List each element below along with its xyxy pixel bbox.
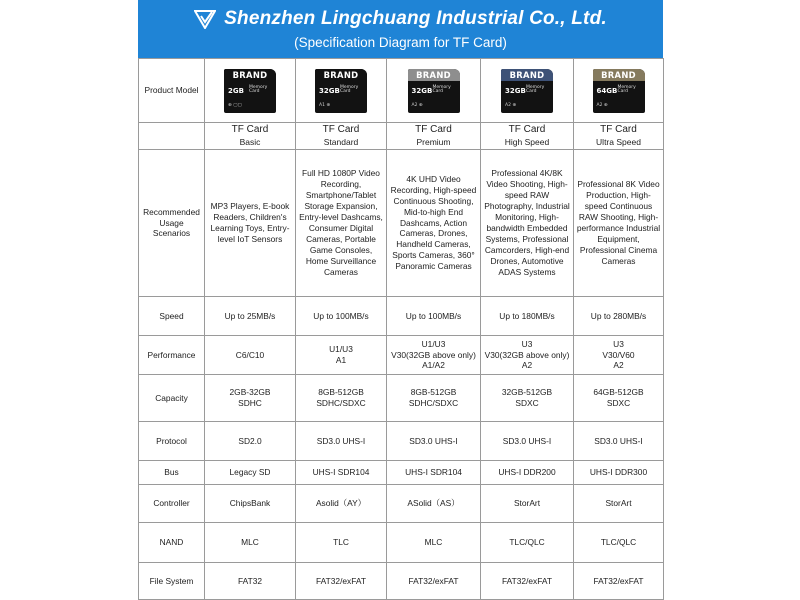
product-type: TF Card bbox=[600, 124, 637, 136]
cell-controller: Asolid（AY） bbox=[296, 485, 387, 523]
card-marks: A2 ⊕ bbox=[411, 102, 423, 108]
cell-protocol: SD3.0 UHS-I bbox=[574, 422, 664, 461]
label-empty bbox=[139, 123, 205, 150]
cell-controller: StorArt bbox=[574, 485, 664, 523]
product-name bbox=[387, 123, 481, 150]
cell-speed: Up to 100MB/s bbox=[296, 297, 387, 336]
product-type: TF Card bbox=[322, 124, 360, 136]
card-image-cell bbox=[296, 59, 387, 123]
label-capacity: Capacity bbox=[139, 375, 205, 422]
card-image-cell bbox=[574, 59, 664, 123]
label-bus: Bus bbox=[139, 461, 205, 485]
card-capacity: 64GB bbox=[596, 86, 618, 95]
cell-bus: UHS-I SDR104 bbox=[296, 461, 387, 485]
cell-controller: ASolid（AS） bbox=[387, 485, 481, 523]
product-tier: Ultra Speed bbox=[596, 136, 641, 147]
label-performance: Performance bbox=[139, 336, 205, 375]
card-memory-text: Memory Card bbox=[432, 84, 451, 95]
row-speed bbox=[139, 297, 664, 336]
cell-bus: Legacy SD bbox=[205, 461, 296, 485]
row-scenarios bbox=[139, 150, 664, 297]
cell-scenarios: MP3 Players, E-book Readers, Children's Learning Toys, Entry-level IoT Sensors bbox=[205, 150, 296, 297]
cell-speed: Up to 280MB/s bbox=[574, 297, 664, 336]
card-capacity: 32GB bbox=[319, 86, 340, 95]
row-file-system bbox=[139, 563, 664, 600]
cell-performance: U1/U3 A1 bbox=[296, 336, 387, 375]
page-header bbox=[138, 0, 663, 58]
product-type: TF Card bbox=[508, 124, 546, 136]
card-memory-text: Memory Card bbox=[617, 84, 636, 95]
card-memory-text: Memory Card bbox=[340, 84, 359, 95]
cell-bus: UHS-I DDR200 bbox=[481, 461, 574, 485]
card-image-cell bbox=[481, 59, 574, 123]
product-name bbox=[481, 123, 574, 150]
label-protocol: Protocol bbox=[139, 422, 205, 461]
cell-performance: U3 V30(32GB above only) A2 bbox=[481, 336, 574, 375]
cell-nand: TLC bbox=[296, 523, 387, 563]
card-marks: ⊕ ▢▢ bbox=[228, 102, 242, 108]
card-image-cell bbox=[205, 59, 296, 123]
cell-protocol: SD3.0 UHS-I bbox=[481, 422, 574, 461]
product-type: TF Card bbox=[415, 124, 452, 136]
card-brand: BRAND bbox=[408, 69, 460, 81]
product-tier: High Speed bbox=[504, 136, 550, 147]
cell-speed: Up to 100MB/s bbox=[387, 297, 481, 336]
card-capacity: 32GB bbox=[505, 86, 526, 95]
cell-protocol: SD2.0 bbox=[205, 422, 296, 461]
cell-file-system: FAT32/exFAT bbox=[387, 563, 481, 600]
cell-capacity: 32GB-512GB SDXC bbox=[481, 375, 574, 422]
cell-file-system: FAT32 bbox=[205, 563, 296, 600]
cell-bus: UHS-I DDR300 bbox=[574, 461, 664, 485]
cell-scenarios: Professional 4K/8K Video Shooting, High-speed RAW Photography, Industrial Monitoring, High-bandwidth Embedded Systems, Professional Camcorders, High-end Drones, Automotive ADAS Systems bbox=[481, 150, 574, 297]
tf-card-image bbox=[224, 69, 276, 113]
row-product-model bbox=[139, 59, 664, 123]
cell-controller: ChipsBank bbox=[205, 485, 296, 523]
cell-capacity: 2GB-32GB SDHC bbox=[205, 375, 296, 422]
card-brand: BRAND bbox=[224, 69, 276, 81]
cell-nand: TLC/QLC bbox=[574, 523, 664, 563]
tf-card-image bbox=[501, 69, 553, 113]
cell-protocol: SD3.0 UHS-I bbox=[387, 422, 481, 461]
product-name bbox=[205, 123, 296, 150]
cell-performance: U3 V30/V60 A2 bbox=[574, 336, 664, 375]
label-nand: NAND bbox=[139, 523, 205, 563]
cell-scenarios: 4K UHD Video Recording, High-speed Continuous Shooting, Mid-to-high End Dashcams, Action Cameras, Drones, Handheld Cameras, Sports Cameras, 360° Panoramic Cameras bbox=[387, 150, 481, 297]
cell-file-system: FAT32/exFAT bbox=[574, 563, 664, 600]
product-tier: Premium bbox=[416, 136, 451, 147]
card-memory-text: Memory Card bbox=[249, 84, 268, 95]
page-title: Shenzhen Lingchuang Industrial Co., Ltd. bbox=[224, 8, 607, 29]
cell-nand: MLC bbox=[387, 523, 481, 563]
row-controller bbox=[139, 485, 664, 523]
cell-capacity: 64GB-512GB SDXC bbox=[574, 375, 664, 422]
card-capacity: 32GB bbox=[411, 86, 433, 95]
cell-file-system: FAT32/exFAT bbox=[296, 563, 387, 600]
company-logo-icon bbox=[194, 9, 216, 29]
tf-card-image bbox=[408, 69, 460, 113]
row-bus bbox=[139, 461, 664, 485]
row-product-name bbox=[139, 123, 664, 150]
card-marks: A2 ⊕ bbox=[505, 102, 517, 108]
card-brand: BRAND bbox=[501, 69, 553, 81]
cell-capacity: 8GB-512GB SDHC/SDXC bbox=[387, 375, 481, 422]
card-memory-text: Memory Card bbox=[526, 84, 545, 95]
product-name bbox=[296, 123, 387, 150]
cell-file-system: FAT32/exFAT bbox=[481, 563, 574, 600]
card-capacity: 2GB bbox=[228, 86, 244, 95]
tf-card-image bbox=[593, 69, 645, 113]
cell-protocol: SD3.0 UHS-I bbox=[296, 422, 387, 461]
cell-controller: StorArt bbox=[481, 485, 574, 523]
cell-speed: Up to 25MB/s bbox=[205, 297, 296, 336]
tf-card-image bbox=[315, 69, 367, 113]
cell-nand: MLC bbox=[205, 523, 296, 563]
label-controller: Controller bbox=[139, 485, 205, 523]
page-subtitle: (Specification Diagram for TF Card) bbox=[294, 35, 507, 50]
card-marks: A1 ⊕ bbox=[319, 102, 331, 108]
label-file-system: File System bbox=[139, 563, 205, 600]
cell-scenarios: Professional 8K Video Production, High-speed Continuous RAW Shooting, High-performance Industrial Equipment, Professional Cinema Cameras bbox=[574, 150, 664, 297]
cell-performance: U1/U3 V30(32GB above only) A1/A2 bbox=[387, 336, 481, 375]
product-tier: Basic bbox=[239, 136, 261, 147]
row-protocol bbox=[139, 422, 664, 461]
card-brand: BRAND bbox=[593, 69, 645, 81]
card-brand: BRAND bbox=[315, 69, 367, 81]
product-type: TF Card bbox=[231, 124, 269, 136]
card-marks: A2 ⊕ bbox=[596, 102, 608, 108]
label-scenarios: Recommended Usage Scenarios bbox=[139, 150, 205, 297]
label-speed: Speed bbox=[139, 297, 205, 336]
cell-performance: C6/C10 bbox=[205, 336, 296, 375]
row-capacity bbox=[139, 375, 664, 422]
cell-speed: Up to 180MB/s bbox=[481, 297, 574, 336]
product-name bbox=[574, 123, 664, 150]
cell-bus: UHS-I SDR104 bbox=[387, 461, 481, 485]
product-tier: Standard bbox=[323, 136, 359, 147]
cell-capacity: 8GB-512GB SDHC/SDXC bbox=[296, 375, 387, 422]
cell-nand: TLC/QLC bbox=[481, 523, 574, 563]
row-nand bbox=[139, 523, 664, 563]
label-product-model: Product Model bbox=[139, 59, 205, 123]
row-performance bbox=[139, 336, 664, 375]
cell-scenarios: Full HD 1080P Video Recording, Smartphone/Tablet Storage Expansion, Entry-level Dashcams, Consumer Digital Cameras, Portable Game Consoles, Home Surveillance Cameras bbox=[296, 150, 387, 297]
spec-table bbox=[138, 58, 664, 600]
title-row bbox=[138, 6, 663, 32]
card-image-cell bbox=[387, 59, 481, 123]
